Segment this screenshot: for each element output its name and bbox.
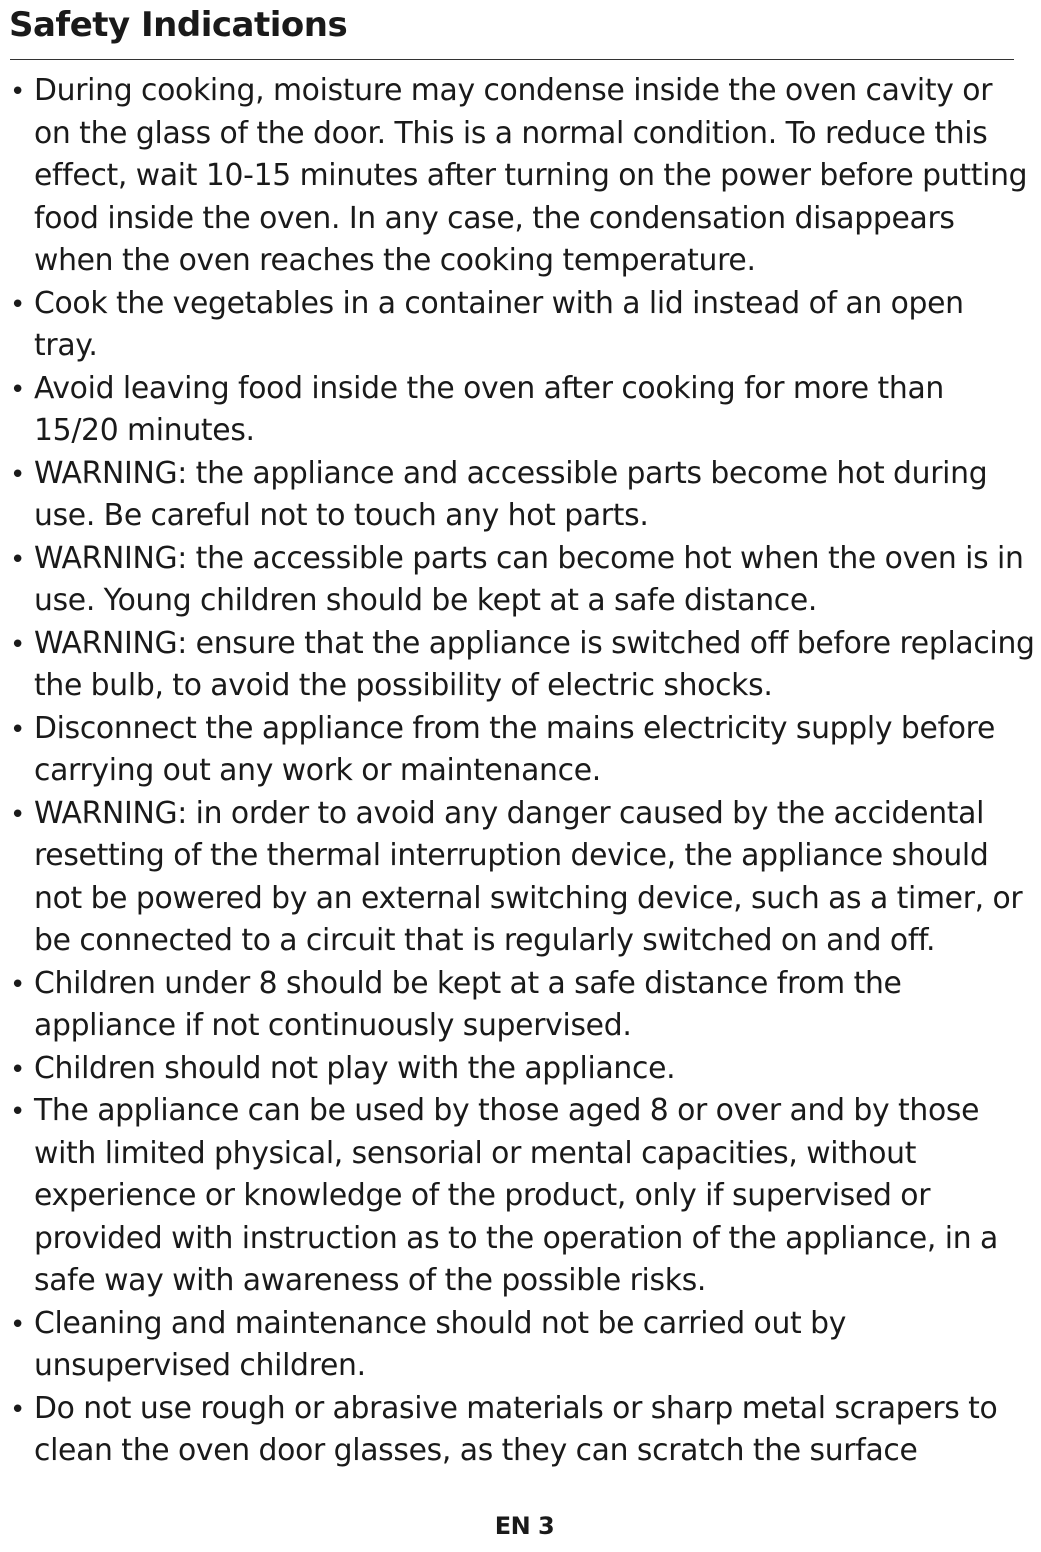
item-text: Disconnect the appliance from the mains electricity supply before carrying out any work or maintenance. <box>34 710 995 788</box>
list-item <box>0 793 1041 963</box>
bullet-icon: • <box>10 544 26 575</box>
list-item <box>0 538 1041 623</box>
title-divider <box>10 59 1014 60</box>
list-item <box>0 1388 1041 1473</box>
item-text: Cleaning and maintenance should not be carried out by unsupervised children. <box>34 1305 847 1383</box>
list-item <box>0 623 1041 708</box>
bullet-icon: • <box>10 1097 26 1127</box>
item-text: Do not use rough or abrasive materials or sharp metal scrapers to clean the oven door glasses, as they can scratch the surface <box>34 1390 998 1468</box>
list-item <box>0 1303 1041 1388</box>
bullet-icon: • <box>10 1394 26 1425</box>
list-item <box>0 708 1041 793</box>
item-text: Avoid leaving food inside the oven after cooking for more than 15/20 minutes. <box>34 370 944 448</box>
section-title: Safety Indications <box>9 5 348 45</box>
item-text: Children should not play with the appliance. <box>34 1050 676 1086</box>
item-text: WARNING: ensure that the appliance is switched off before replacing the bulb, to avoid the possibility of electric shocks. <box>34 625 1035 703</box>
bullet-icon: • <box>10 799 26 830</box>
bullet-icon: • <box>10 459 26 490</box>
page-number: EN 3 <box>494 1512 555 1540</box>
bullet-icon: • <box>10 289 26 320</box>
item-text: WARNING: in order to avoid any danger caused by the accidental resetting of the thermal interruption device, the appliance should not be powered by an external switching device, such as a timer, or be connected to a circuit that is regularly switched on and off. <box>34 795 1023 958</box>
list-item <box>0 453 1041 538</box>
item-text: Children under 8 should be kept at a safe distance from the appliance if not continuously supervised. <box>34 965 902 1043</box>
list-item <box>0 70 1041 283</box>
bullet-icon: • <box>10 629 26 660</box>
list-item <box>0 283 1041 368</box>
item-text: Cook the vegetables in a container with a lid instead of an open tray. <box>34 285 964 363</box>
bullet-icon: • <box>10 1054 26 1085</box>
item-text: WARNING: the accessible parts can become hot when the oven is in use. Young children should be kept at a safe distance. <box>34 540 1024 618</box>
list-item <box>0 963 1041 1048</box>
safety-list <box>0 70 1041 1473</box>
item-text: WARNING: the appliance and accessible parts become hot during use. Be careful not to touch any hot parts. <box>34 455 988 533</box>
bullet-icon: • <box>10 714 26 745</box>
bullet-icon: • <box>10 1309 26 1340</box>
list-item <box>0 368 1041 453</box>
bullet-icon: • <box>10 969 26 1000</box>
item-text: During cooking, moisture may condense inside the oven cavity or on the glass of the door. This is a normal condition. To reduce this effect, wait 10-15 minutes after turning on the power before putting food inside the oven. In any case, the condensation disappears when the oven reaches the cooking temperature. <box>34 73 1028 278</box>
item-text: The appliance can be used by those aged 8 or over and by those with limited physical, sensorial or mental capacities, without experience or knowledge of the product, only if supervised or provided with instruction as to the operation of the appliance, in a safe way with awareness of the possible risks. <box>34 1093 998 1298</box>
list-item <box>0 1090 1041 1303</box>
bullet-icon: • <box>10 77 26 107</box>
bullet-icon: • <box>10 374 26 405</box>
list-item <box>0 1048 1041 1091</box>
